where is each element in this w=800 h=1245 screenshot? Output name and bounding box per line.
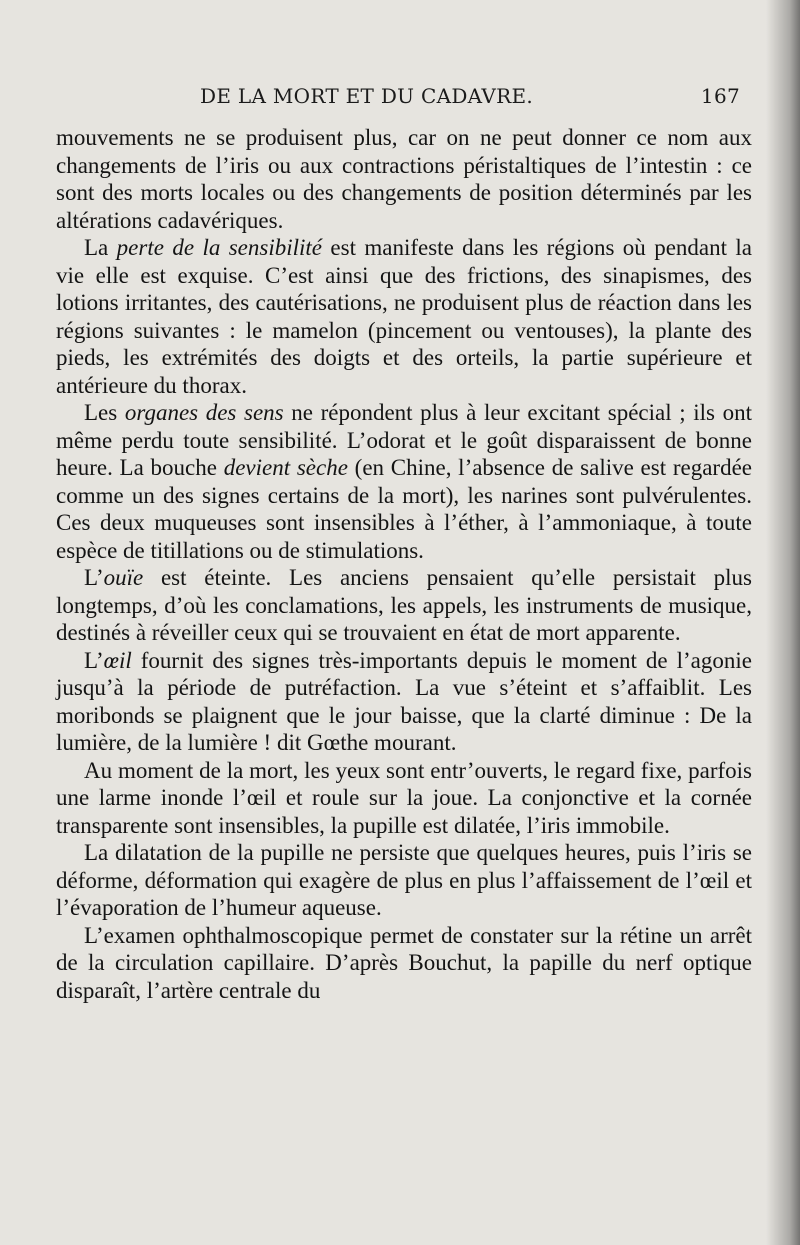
italic-term: devient sèche — [223, 455, 348, 480]
text-run: La — [84, 235, 117, 260]
paragraph — [56, 839, 752, 922]
paragraph — [56, 647, 752, 757]
text-run: L’ — [84, 565, 104, 590]
text-run: est manifeste dans les régions où pendant la vie elle est exquise. C’est ainsi que des frictions, des sinapismes, des lotions irritantes, des cautérisations, ne produisent plus de réaction dans les régions suivantes : le mamelon (pincement ou ventouses), la plante des pieds, les extrémités des doigts et des orteils, la partie supérieure et antérieure du thorax. — [56, 235, 753, 398]
text-run: L’ — [84, 647, 104, 673]
paragraph — [56, 922, 752, 1005]
text-run: est éteinte. Les anciens pensaient qu’elle persistait plus longtemps, d’où les conclamations, les appels, les instruments de musique, destinés à réveiller ceux qui se trouvaient en état de mort apparente. — [56, 565, 752, 645]
text-run: L’examen ophthalmoscopique permet de constater sur la rétine un arrêt de la circulation capillaire. D’après Bouchut, la papille du nerf optique disparaît, l’artère centrale du — [56, 922, 752, 1003]
body-text — [56, 124, 752, 1004]
running-head — [200, 84, 740, 118]
italic-term: œil — [103, 647, 132, 673]
text-run: Les — [84, 400, 125, 425]
italic-term: perte de la sensibilité — [116, 235, 323, 260]
italic-term: ouïe — [103, 565, 144, 590]
text-run: La dilatation de la pupille ne persiste que quelques heures, puis l’iris se déforme, déformation qui exagère de plus en plus l’affaissement de l’œil et l’évaporation de l’humeur aqueuse. — [56, 840, 752, 920]
text-run: mouvements ne se produisent plus, car on ne peut donner ce nom aux changements de l’iris ou aux contractions péristaltiques de l’intestin : ce sont des morts locales ou des changements de position déterminés par les altérations cadavériques. — [56, 125, 752, 233]
italic-term: organes des sens — [124, 400, 284, 425]
page-number: 167 — [700, 84, 740, 108]
paragraph — [56, 564, 752, 647]
text-run: Au moment de la mort, les yeux sont entr’ouverts, le regard fixe, parfois une larme inonde l’œil et roule sur la joue. La conjonctive et la cornée transparente sont insensibles, la pupille est dilatée, l’iris immobile. — [56, 757, 752, 838]
paragraph — [56, 399, 752, 564]
paragraph — [56, 124, 752, 234]
text-run: fournit des signes très-importants depuis le moment de l’agonie jusqu’à la période de putréfaction. La vue s’éteint et s’affaiblit. Les moribonds se plaignent que le jour baisse, que la clarté diminue : De la lumière, de la lumière ! dit Gœthe mourant. — [56, 647, 752, 755]
running-title: DE LA MORT ET DU CADAVRE. — [200, 84, 534, 108]
paragraph — [56, 757, 752, 840]
text-run: (en Chine, l’absence de salive est regardée comme un des signes certains de la mort), les narines sont pulvérulentes. Ces deux muqueuses sont insensibles à l’éther, à l’ammoniaque, à toute espèce de titillations ou de stimulations. — [56, 455, 752, 563]
text-run: ne répondent plus à leur excitant spécial ; ils ont même perdu toute sensibilité. L’odorat et le goût disparaissent de bonne heure. La bouche — [56, 400, 752, 480]
paragraph — [56, 234, 752, 399]
